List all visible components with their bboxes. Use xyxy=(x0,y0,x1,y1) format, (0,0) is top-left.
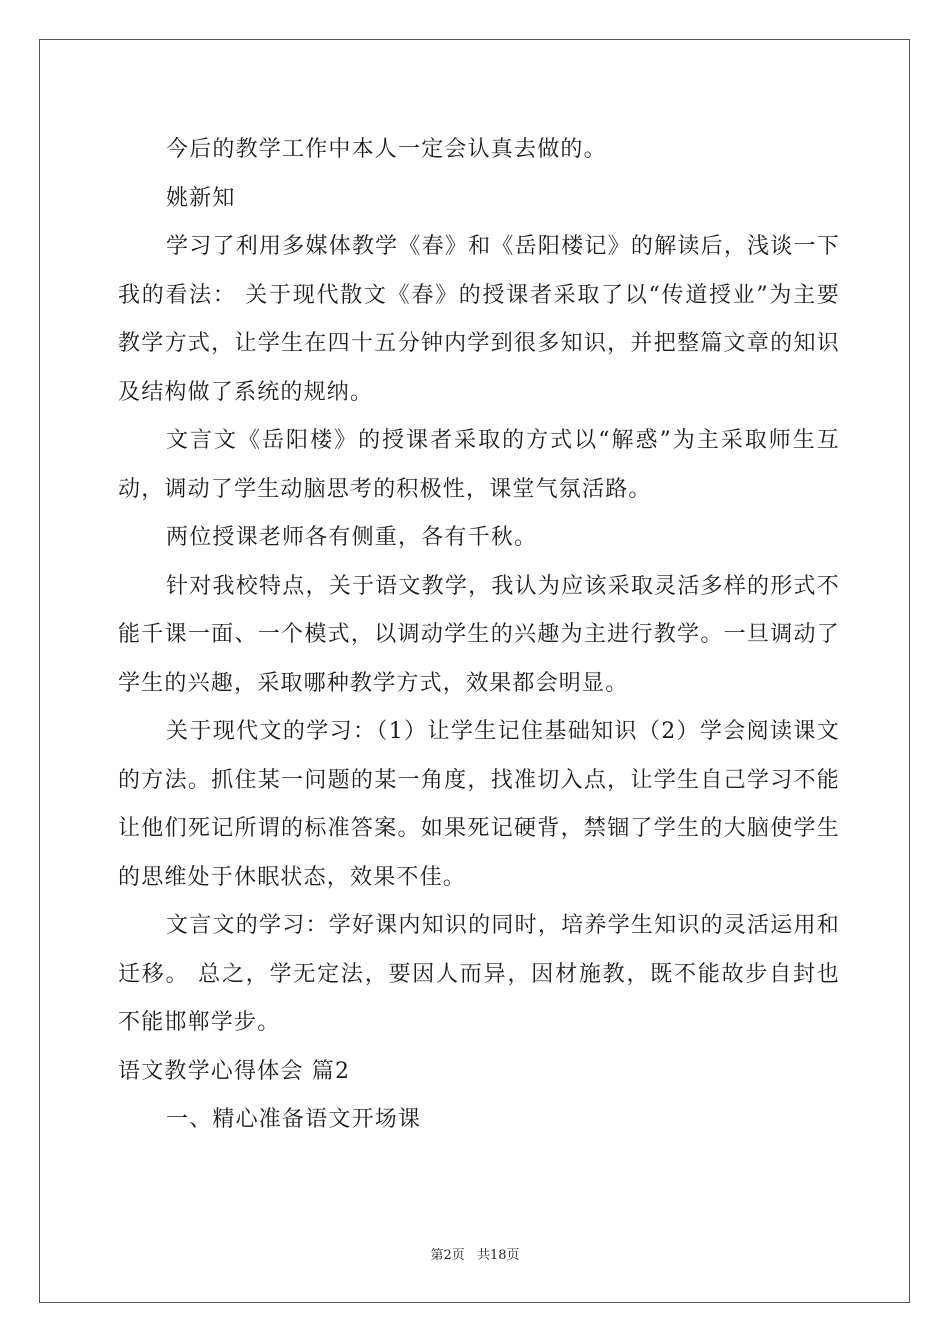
author-name: 姚新知 xyxy=(166,185,236,211)
page-footer xyxy=(0,1244,950,1263)
paragraph: 针对我校特点，关于语文教学，我认为应该采取灵活多样的形式不能千课一面、一个模式，以调动学生的兴趣为主进行教学。一旦调动了学生的兴趣，采取哪种教学方式，效果都会明显。 xyxy=(118,573,840,696)
page-number: 第2页 xyxy=(430,1248,465,1263)
paragraph: 关于现代文的学习：（1）让学生记住基础知识（2）学会阅读课文的方法。抓住某一问题的某一角度，找准切入点，让学生自己学习不能让他们死记所谓的标准答案。如果死记硬背，禁锢了学生的大脑使学生的思维处于休眠状态，效果不佳。 xyxy=(118,719,840,890)
paragraph: 今后的教学工作中本人一定会认真去做的。 xyxy=(166,137,607,162)
total-pages: 共18页 xyxy=(476,1248,520,1263)
paragraph: 文言文的学习：学好课内知识的同时，培养学生知识的灵活运用和迁移。 总之，学无定法，要因人而异，因材施教，既不能故步自封也不能邯郸学步。 xyxy=(118,913,840,1035)
document-body xyxy=(118,126,840,1145)
paragraph: 两位授课老师各有侧重，各有千秋。 xyxy=(166,525,538,550)
paragraph: 学习了利用多媒体教学《春》和《岳阳楼记》的解读后，浅谈一下我的看法： 关于现代散文《春》的授课者采取了以“传道授业”为主要教学方式，让学生在四十五分钟内学到很多知识，并把整篇文章的知识及结构做了系统的规纳。 xyxy=(118,234,840,405)
subsection-heading: 一、精心准备语文开场课 xyxy=(166,1107,422,1132)
section-heading: 语文教学心得体会 篇2 xyxy=(118,1058,351,1084)
paragraph: 文言文《岳阳楼》的授课者采取的方式以“解惑”为主采取师生互动，调动了学生动脑思考的积极性，课堂气氛活路。 xyxy=(118,428,840,502)
